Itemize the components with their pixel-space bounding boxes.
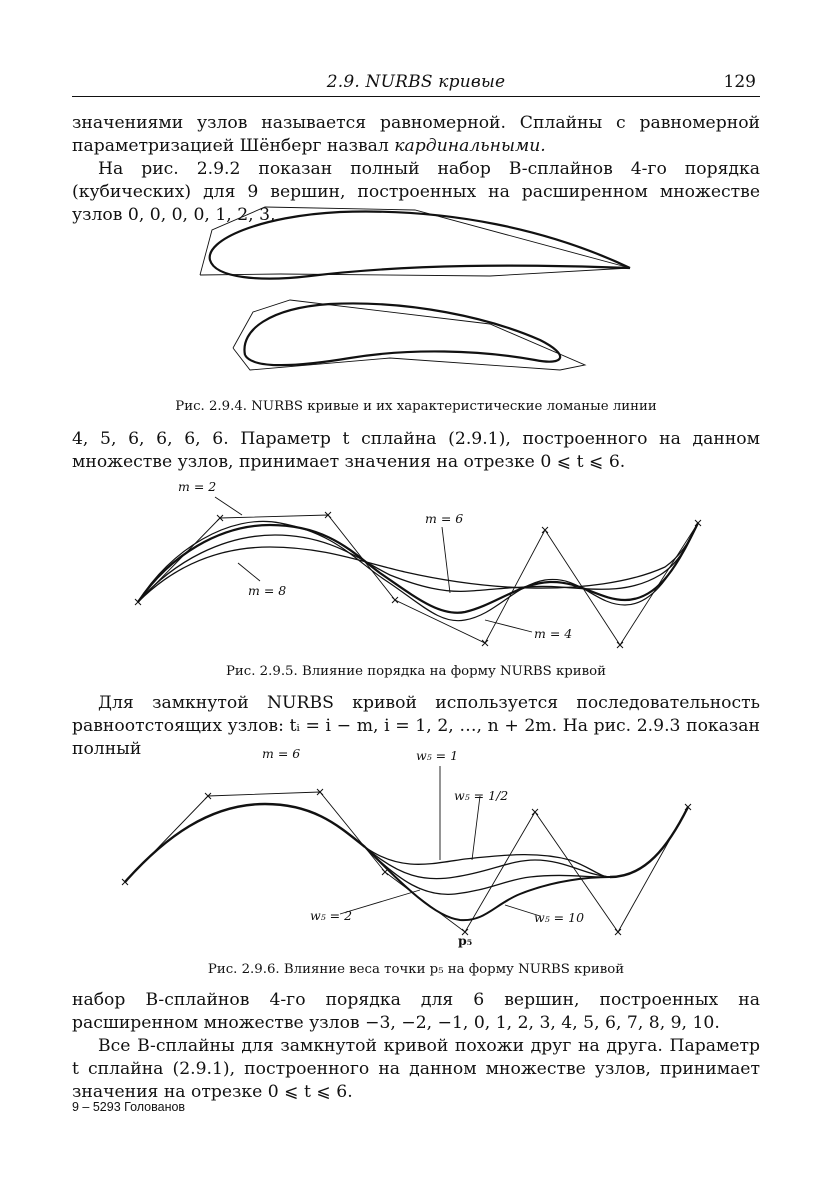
paragraph-3: [72, 428, 760, 474]
fig5-leader-m6: [442, 527, 450, 593]
paragraph-3-text: 4, 5, 6, 6, 6, 6. Параметр t сплайна (2.9.1), построенного на данном множестве узлов, принимает значения на отрезке 0 ⩽ t ⩽ 6.: [72, 429, 760, 472]
figure-2-9-6: [110, 742, 710, 952]
fig5-leader-m8: [238, 563, 260, 581]
fig6-base-curve-right: [610, 807, 688, 877]
figure-2-9-6-drawing: [110, 742, 710, 952]
fig5-label-m2: m = 2: [178, 479, 217, 494]
fig5-label-m6: m = 6: [425, 511, 464, 526]
fig6-control-markers: [122, 789, 691, 935]
paragraph-6-text: Все B-сплайны для замкнутой кривой похожи друг на друга. Параметр t сплайна (2.9.1), построенного на данном множестве узлов, принимает значения на отрезке 0 ⩽ t ⩽ 6.: [72, 1036, 760, 1102]
fig5-curve-m4: [138, 523, 698, 613]
fig6-leader-w-half: [472, 796, 480, 860]
page-number: 129: [723, 72, 756, 92]
fig6-label-w2: w₅ = 2: [310, 908, 353, 923]
paragraph-4-text: Для замкнутой NURBS кривой используется последовательность равноотстоящих узлов: tᵢ = i − m, i = 1, 2, …, n + 2m. На рис. 2.9.3 показан полный: [72, 693, 760, 759]
running-head: [72, 72, 760, 97]
footer-signature: 9 – 5293 Голованов: [72, 1100, 186, 1114]
paragraph-1: [72, 112, 760, 158]
paragraph-5-text: набор B-сплайнов 4-го порядка для 6 вершин, построенных на расширенном множестве узлов −3, −2, −1, 0, 1, 2, 3, 4, 5, 6, 7, 8, 9, 10.: [72, 990, 760, 1033]
fig5-curve-m2: [138, 521, 698, 620]
fig6-control-polygon: [125, 792, 688, 932]
paragraph-5: [72, 989, 760, 1035]
figure-2-9-4-drawing: [190, 200, 640, 390]
fig6-label-w1: w₅ = 1: [416, 748, 459, 763]
figure-2-9-5: [120, 475, 720, 660]
paragraph-6: [72, 1035, 760, 1104]
paragraph-1-text: значениями узлов называется равномерной. Сплайны с равномерной параметризацией Шёнберг назвал: [72, 113, 760, 156]
fig5-leader-m2: [215, 497, 242, 515]
paragraph-2-text: На рис. 2.9.2 показан полный набор B-сплайнов 4-го порядка (кубических) для 9 вершин, построенных на расширенном множестве узлов 0, 0, 0, 0, 1, 2, 3,: [72, 159, 760, 225]
fig6-curve-w-half: [365, 847, 610, 877]
fig5-label-m4: m = 4: [534, 626, 573, 641]
figure-2-9-5-drawing: [120, 475, 720, 660]
section-title: 2.9. NURBS кривые: [326, 72, 506, 92]
fig5-label-m8: m = 8: [248, 583, 287, 598]
figure-2-9-5-caption: Рис. 2.9.5. Влияние порядка на форму NURBS кривой: [225, 664, 607, 679]
fig4-top-curve: [210, 212, 630, 279]
fig6-label-w-half: w₅ = 1/2: [454, 788, 509, 803]
fig5-control-markers: [135, 512, 701, 648]
paragraph-1-emphasis: кардинальными.: [394, 136, 546, 156]
fig6-label-p5: p₅: [458, 933, 473, 948]
figure-2-9-6-caption: Рис. 2.9.6. Влияние веса точки p₅ на форму NURBS кривой: [207, 962, 625, 977]
fig6-label-w10: w₅ = 10: [534, 910, 585, 925]
figure-2-9-4: [190, 200, 640, 390]
fig6-base-curve: [125, 804, 365, 882]
fig6-label-m6: m = 6: [262, 746, 301, 761]
figure-2-9-4-caption: Рис. 2.9.4. NURBS кривые и их характеристические ломаные линии: [175, 399, 657, 414]
